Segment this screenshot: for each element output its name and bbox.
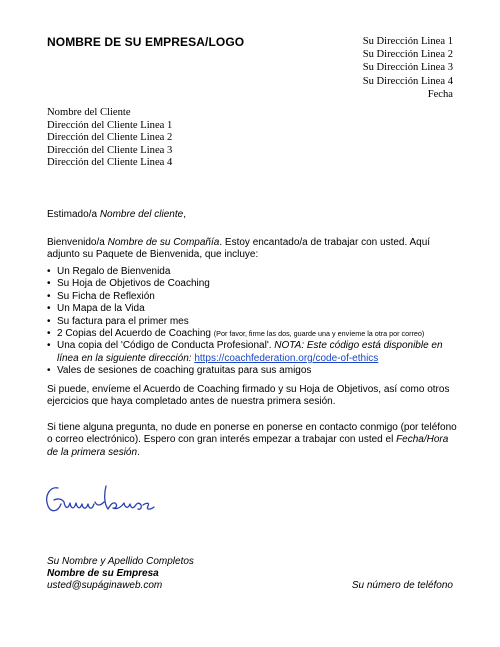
list-item-text: Una copia del 'Código de Conducta Profesional'. xyxy=(57,340,275,352)
paragraph-end: . xyxy=(137,446,140,458)
bullet-icon: • xyxy=(47,290,51,302)
list-item-text: Un Regalo de Bienvenida xyxy=(57,266,171,277)
bullet-icon: • xyxy=(47,365,51,377)
sender-email: usted@supáginaweb.com xyxy=(47,580,163,591)
intro-text: . Estoy encantado/a de trabajar con usted. Aquí adjunto su Paquete de Bienvenida, que incluye: xyxy=(47,237,431,261)
paragraph-contact xyxy=(47,422,460,459)
sender-address-line: Su Dirección Linea 2 xyxy=(362,49,453,61)
recipient-name: Nombre del Cliente xyxy=(47,107,131,118)
bullet-icon: • xyxy=(47,303,51,315)
code-note: NOTA: Este código está disponible en línea en la siguiente dirección: xyxy=(57,340,443,364)
agreement-note: (Por favor, firme las dos, guarde una y envíeme la otra por correo) xyxy=(213,329,425,339)
sender-address-line: Su Dirección Linea 1 xyxy=(362,36,453,47)
list-item xyxy=(47,365,460,377)
list-item-text: Su Hoja de Objetivos de Coaching xyxy=(57,278,210,290)
sender-full-name: Su Nombre y Apellido Completos xyxy=(47,556,194,567)
recipient-address-line: Dirección del Cliente Linea 2 xyxy=(47,132,173,144)
list-item-text: Vales de sesiones de coaching gratuitas para sus amigos xyxy=(57,365,312,377)
list-item-text: 2 Copias del Acuerdo de Coaching xyxy=(57,328,211,340)
intro-company: Nombre de su Compañía xyxy=(107,237,220,248)
bullet-icon: • xyxy=(47,266,51,277)
greeting-suffix: , xyxy=(183,209,186,220)
recipient-address-line: Dirección del Cliente Linea 1 xyxy=(47,119,173,131)
greeting xyxy=(47,209,460,221)
list-item xyxy=(47,328,460,340)
signature-icon xyxy=(40,476,160,521)
list-item xyxy=(47,316,460,328)
list-item-text: Su Ficha de Reflexión xyxy=(57,290,155,302)
sender-company: Nombre de su Empresa xyxy=(47,568,159,579)
code-of-ethics-link[interactable]: https://coachfederation.org/code-of-ethics xyxy=(194,352,379,364)
first-session-date: Fecha/Hora de la primera sesión xyxy=(47,434,449,458)
intro-paragraph xyxy=(47,237,460,262)
sender-address-line: Su Dirección Linea 3 xyxy=(362,62,453,74)
handwritten-signature xyxy=(40,476,160,521)
list-item xyxy=(47,266,460,278)
paragraph-text: Si tiene alguna pregunta, no dude en ponerse en ponerse en contacto conmigo (por teléfono o correo electrónico). Espero con gran interés empezar a trabajar con usted el xyxy=(47,422,457,446)
sender-address xyxy=(363,35,453,101)
recipient-address-line: Dirección del Cliente Linea 3 xyxy=(47,144,173,156)
recipient-address xyxy=(47,107,172,170)
list-item xyxy=(47,291,460,303)
sender-address-line: Su Dirección Linea 4 xyxy=(362,75,453,87)
list-item xyxy=(47,340,460,365)
greeting-client-name: Nombre del cliente xyxy=(99,209,184,220)
recipient-address-line: Dirección del Cliente Linea 4 xyxy=(47,157,173,169)
sender-phone: Su número de teléfono xyxy=(351,580,453,591)
bullet-icon: • xyxy=(47,340,51,352)
intro-text: Bienvenido/a xyxy=(47,237,108,248)
welcome-pack-list xyxy=(47,266,460,378)
letter-date: Fecha xyxy=(427,88,453,100)
paragraph-send-documents: Si puede, envíeme el Acuerdo de Coaching firmado y su Hoja de Objetivos, así como otros ejercicios que haya completado antes de nuestra primera sesión. xyxy=(47,384,450,408)
list-item-text: Su factura para el primer mes xyxy=(57,315,189,327)
bullet-icon: • xyxy=(47,278,51,290)
list-item xyxy=(47,278,460,290)
company-name: NOMBRE DE SU EMPRESA/LOGO xyxy=(47,35,245,49)
greeting-prefix: Estimado/a xyxy=(47,209,100,220)
bullet-icon: • xyxy=(47,328,51,340)
bullet-icon: • xyxy=(47,315,51,327)
list-item xyxy=(47,303,460,315)
list-item-text: Un Mapa de la Vida xyxy=(57,303,145,315)
